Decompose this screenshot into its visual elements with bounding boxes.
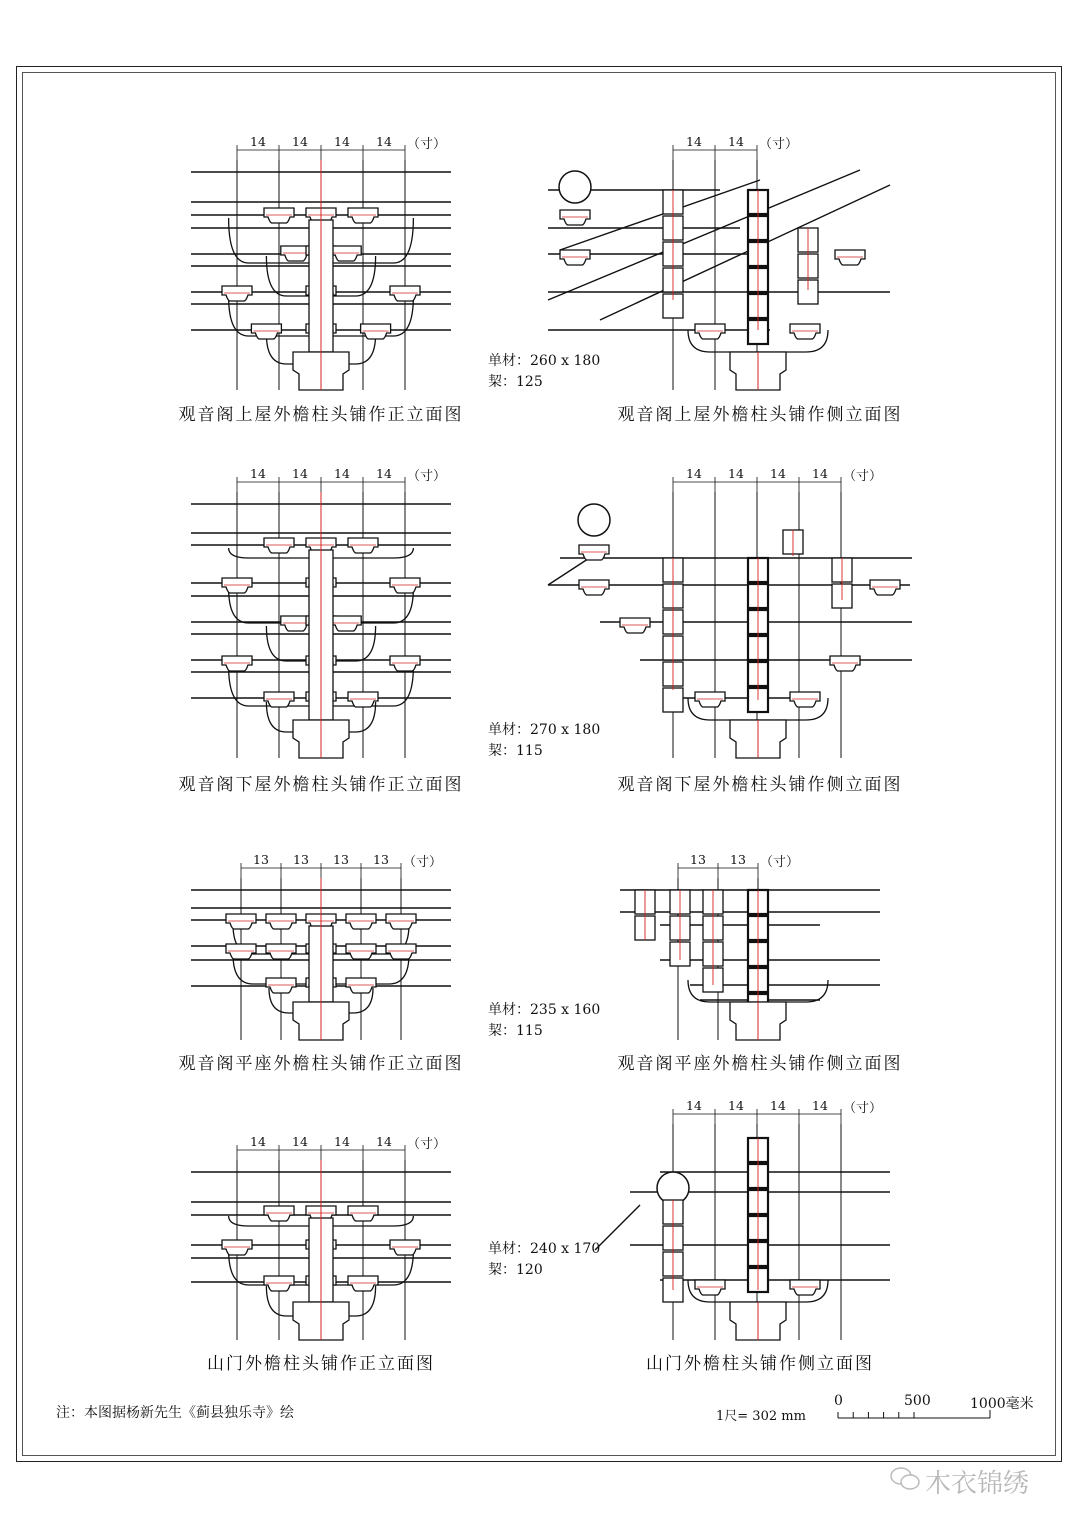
dou-block — [390, 286, 420, 301]
unit-label: （寸） — [407, 469, 447, 484]
purlin-circle — [559, 171, 591, 203]
dou-block — [222, 1240, 252, 1255]
dimension-value: 14 — [250, 466, 266, 481]
scale-label: 0 — [834, 1393, 843, 1409]
dimension-value: 13 — [293, 852, 309, 867]
dou-block — [346, 978, 376, 993]
dou-block — [835, 250, 865, 265]
dimension-value: 13 — [333, 852, 349, 867]
dou-block — [266, 978, 296, 993]
dou-block — [222, 656, 252, 671]
dimension-value: 14 — [812, 1098, 828, 1113]
dimension-value: 14 — [686, 466, 702, 481]
dou-block — [226, 914, 256, 929]
dou-block — [790, 692, 820, 707]
dou-block — [264, 1276, 294, 1291]
panel-title: 观音阁下屋外檐柱头铺作侧立面图 — [617, 775, 903, 795]
scale-equation: 1尺= 302 mm — [716, 1409, 806, 1424]
source-note: 注：本图据杨新先生《蓟县独乐寺》绘 — [56, 1405, 294, 1421]
dimension-value: 14 — [376, 134, 392, 149]
dou-block — [560, 250, 590, 265]
dou-block — [346, 914, 376, 929]
material-note: 单材：240 x 170 栔：120 — [488, 1241, 601, 1278]
purlin-circle — [578, 504, 610, 536]
dimension-value: 13 — [373, 852, 389, 867]
purlin-circle — [657, 1172, 689, 1204]
dimension-value: 14 — [250, 1134, 266, 1149]
rafter-line — [595, 1205, 640, 1250]
dou-block — [346, 944, 376, 959]
dou-block — [790, 1280, 820, 1295]
dimension-value: 14 — [728, 1098, 744, 1113]
dimension-value: 14 — [250, 134, 266, 149]
panel-title: 观音阁下屋外檐柱头铺作正立面图 — [178, 775, 464, 795]
dou-block — [386, 944, 416, 959]
dou-block — [264, 692, 294, 707]
material-note: 单材：235 x 160 栔：115 — [488, 1002, 601, 1039]
dou-block — [579, 580, 609, 595]
dou-block — [264, 208, 294, 223]
panel-title: 观音阁上屋外檐柱头铺作正立面图 — [178, 405, 464, 425]
dou-block — [695, 692, 725, 707]
dou-block — [348, 1206, 378, 1221]
dou-block — [348, 208, 378, 223]
dimension-value: 14 — [334, 466, 350, 481]
dou-block — [361, 324, 391, 339]
dimension-value: 14 — [770, 1098, 786, 1113]
dou-block — [695, 1280, 725, 1295]
panel-title: 观音阁上屋外檐柱头铺作侧立面图 — [617, 405, 903, 425]
dou-block — [348, 1276, 378, 1291]
unit-label: （寸） — [843, 469, 883, 484]
material-note: 单材：260 x 180 栔：125 — [488, 353, 601, 390]
dou-block — [695, 324, 725, 339]
dou-block — [348, 538, 378, 553]
dou-block — [266, 914, 296, 929]
dimension-value: 14 — [292, 466, 308, 481]
dou-block — [222, 578, 252, 593]
dou-block — [390, 656, 420, 671]
panel-title: 山门外檐柱头铺作正立面图 — [207, 1354, 435, 1374]
dou-block — [251, 324, 281, 339]
dou-block — [620, 618, 650, 633]
dou-block — [348, 692, 378, 707]
dimension-value: 14 — [728, 466, 744, 481]
dou-block — [222, 286, 252, 301]
unit-label: （寸） — [407, 1137, 447, 1152]
dimension-value: 14 — [376, 1134, 392, 1149]
scale-label: 1000毫米 — [970, 1396, 1034, 1412]
dimension-value: 13 — [253, 852, 269, 867]
unit-label: （寸） — [407, 137, 447, 152]
unit-label: （寸） — [403, 855, 443, 870]
dou-block — [264, 538, 294, 553]
dimension-value: 13 — [730, 852, 746, 867]
dou-block — [226, 944, 256, 959]
wechat-icon — [890, 1466, 920, 1492]
watermark: 木衣锦绣 — [925, 1469, 1030, 1499]
dou-block — [386, 914, 416, 929]
dimension-value: 14 — [334, 134, 350, 149]
dimension-value: 14 — [376, 466, 392, 481]
dou-block — [266, 944, 296, 959]
panel-title: 山门外檐柱头铺作侧立面图 — [646, 1354, 874, 1374]
unit-label: （寸） — [759, 137, 799, 152]
dou-block — [264, 1206, 294, 1221]
dimension-value: 14 — [728, 134, 744, 149]
dimension-value: 14 — [812, 466, 828, 481]
dimension-value: 13 — [690, 852, 706, 867]
stacked-block — [663, 688, 683, 712]
dimension-value: 14 — [686, 134, 702, 149]
unit-label: （寸） — [760, 855, 800, 870]
dimension-value: 14 — [686, 1098, 702, 1113]
dou-block — [331, 616, 361, 631]
material-note: 单材：270 x 180 栔：115 — [488, 722, 601, 759]
panel-title: 观音阁平座外檐柱头铺作正立面图 — [178, 1054, 464, 1074]
dimension-value: 14 — [334, 1134, 350, 1149]
dou-block — [331, 246, 361, 261]
scale-label: 500 — [904, 1393, 931, 1409]
dou-block — [560, 210, 590, 225]
dou-block — [790, 324, 820, 339]
dou-block — [870, 580, 900, 595]
dimension-value: 14 — [292, 134, 308, 149]
dou-block — [390, 1240, 420, 1255]
dou-block — [390, 578, 420, 593]
dimension-value: 14 — [292, 1134, 308, 1149]
unit-label: （寸） — [843, 1101, 883, 1116]
dou-block — [830, 656, 860, 671]
panel-title: 观音阁平座外檐柱头铺作侧立面图 — [617, 1054, 903, 1074]
dimension-value: 14 — [770, 466, 786, 481]
